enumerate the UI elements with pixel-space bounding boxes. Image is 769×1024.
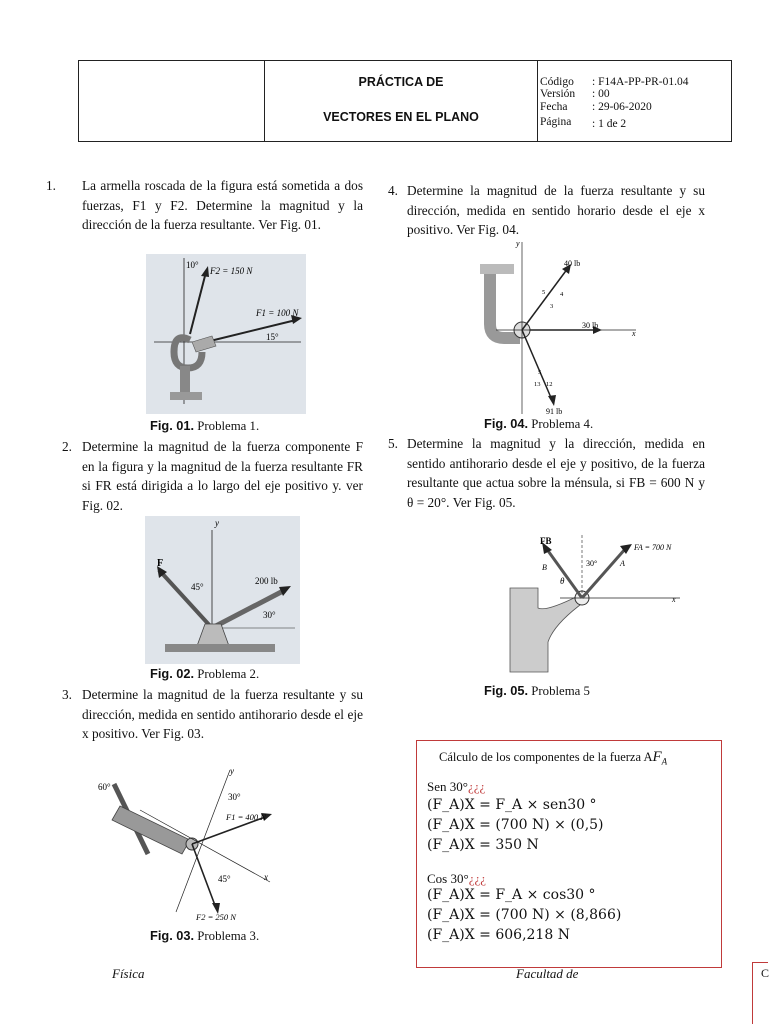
fig03-f1-label: F1 = 400 N <box>226 812 266 822</box>
fig02-angle-left: 45° <box>191 582 204 592</box>
problem-1-number: 1. <box>46 178 56 193</box>
problem-4-number: 4. <box>388 183 398 198</box>
problem-5-text: Determine la magnitud y la dirección, medida en sentido antihorario desde el eje y positivo, de la fuerza resultante que actua sobre la ménsula, si FB = 600 N y θ = 20°. Ver Fig. 05. <box>407 436 705 510</box>
meta-value: : 00 <box>592 88 610 100</box>
meta-value: : F14A-PP-PR-01.04 <box>592 76 689 88</box>
calc-cos-eq2: (F_A)X = (700 N) × (8,866) <box>427 907 622 923</box>
fig01-angle-right: 15° <box>266 332 279 342</box>
caption-fig02-text: Problema 2. <box>197 667 260 681</box>
calc-sen-label: Sen 30° <box>427 779 468 794</box>
meta-row-fecha <box>540 101 730 114</box>
problem-5-number: 5. <box>388 436 398 451</box>
fig05-a-label: A <box>620 559 625 568</box>
fig03-y-label: y <box>230 766 234 776</box>
calc-title-text: Cálculo de los componentes de la fuerza A <box>439 750 653 764</box>
fig04-y-label: y <box>516 239 520 248</box>
meta-key: Versión <box>540 88 576 100</box>
meta-key: Página <box>540 116 572 128</box>
footer-right: Facultad de <box>516 966 579 981</box>
document-header <box>78 60 732 142</box>
calc-cos-eq1: (F_A)X = F_A × cos30 ° <box>427 887 596 903</box>
caption-fig04-text: Problema 4. <box>531 417 594 431</box>
problem-3-text: Determine la magnitud de la fuerza resultante y su dirección, medida en sentido antihorario desde el eje x positivo. Ver Fig. 03. <box>82 687 363 741</box>
caption-fig03 <box>150 928 259 944</box>
header-logo-cell <box>79 61 265 141</box>
fig04-tri-top-3: 3 <box>550 303 554 310</box>
fig04-30lb-label: 30 lb <box>582 321 599 330</box>
caption-fig05 <box>484 683 590 699</box>
fig03-f2-label: F2 = 250 N <box>196 912 236 922</box>
caption-fig02 <box>150 666 259 682</box>
calc-cos-heading <box>427 871 486 887</box>
calc-sen-eq3: (F_A)X = 350 N <box>427 837 539 853</box>
problem-2-text: Determine la magnitud de la fuerza componente F en la figura y la magnitud de la fuerza resultante FR si FR está dirigida a lo largo del eje positivo y. ver Fig. 02. <box>82 439 363 513</box>
header-title-line2: VECTORES EN EL PLANO <box>323 110 479 124</box>
calc-cos-marks: ¿¿¿ <box>468 871 486 886</box>
caption-fig01 <box>150 418 259 434</box>
caption-fig01-text: Problema 1. <box>197 419 260 433</box>
meta-row-version <box>540 88 730 101</box>
header-title-line1: PRÁCTICA DE <box>358 75 444 89</box>
fig05-theta-label: θ <box>560 576 565 586</box>
figure-03 <box>80 764 280 924</box>
figure-05 <box>500 528 700 676</box>
fig02-y-label: y <box>215 518 219 528</box>
fig04-tri-top-5: 5 <box>542 289 546 296</box>
calc-title-symbol: F <box>652 749 662 765</box>
fig05-angle-30: 30° <box>586 559 598 568</box>
fig01-f1-label: F1 = 100 N <box>256 308 299 318</box>
problem-2-number: 2. <box>62 439 72 454</box>
fig05-b-label: B <box>542 563 547 572</box>
meta-key: Fecha <box>540 101 568 113</box>
problem-3-number: 3. <box>62 687 72 702</box>
fig01-f2-label: F2 = 150 N <box>210 266 253 276</box>
figure-04 <box>476 238 646 416</box>
problem-4-text: Determine la magnitud de la fuerza resultante y su dirección, medida en sentido horario desde el eje x positivo. Ver Fig. 04. <box>407 183 705 237</box>
meta-value: : 1 de 2 <box>592 118 627 130</box>
header-meta-cell <box>538 61 731 141</box>
fig03-angle-bottom: 45° <box>218 874 231 884</box>
next-box-letter: C <box>761 966 769 980</box>
caption-fig04 <box>484 416 593 432</box>
fig04-tri-bottom-5: 5 <box>538 369 542 376</box>
meta-key: Código <box>540 76 574 88</box>
caption-fig01-bold: Fig. 01. <box>150 418 195 433</box>
header-title-cell <box>265 61 538 141</box>
calc-title <box>439 749 667 767</box>
caption-fig02-bold: Fig. 02. <box>150 666 195 681</box>
fig05-fa-label: FA = 700 N <box>634 543 672 552</box>
fig02-force-label: 200 lb <box>255 576 278 586</box>
calc-sen-eq1: (F_A)X = F_A × sen30 ° <box>427 797 597 813</box>
caption-fig03-bold: Fig. 03. <box>150 928 195 943</box>
fig05-x-label: x <box>672 595 676 604</box>
fig02-f-label: F <box>157 558 164 569</box>
figure-01 <box>146 254 306 414</box>
fig04-x-label: x <box>632 329 636 338</box>
caption-fig03-text: Problema 3. <box>197 929 260 943</box>
calc-title-subscript: A <box>661 756 668 767</box>
calculation-box <box>416 740 722 968</box>
fig03-angle-wall: 60° <box>98 782 111 792</box>
fig05-fb-label: FB <box>540 536 552 546</box>
calc-cos-eq3: (F_A)X = 606,218 N <box>427 927 570 943</box>
fig03-angle-top: 30° <box>228 792 241 802</box>
fig04-91lb-label: 91 lb <box>546 407 563 416</box>
fig04-tri-bottom-12: 12 <box>546 381 553 388</box>
meta-value: : 29-06-2020 <box>592 101 652 113</box>
calc-cos-label: Cos 30° <box>427 871 469 886</box>
meta-row-pagina <box>540 116 730 129</box>
fig04-40lb-label: 40 lb <box>564 259 581 268</box>
fig04-tri-top-4: 4 <box>560 291 564 298</box>
fig04-tri-bottom-13: 13 <box>534 381 541 388</box>
footer-left: Física <box>112 966 145 981</box>
next-box-edge <box>752 962 768 1024</box>
fig03-x-label: x <box>264 872 268 882</box>
caption-fig05-text: Problema 5 <box>531 684 590 698</box>
fig01-angle-top: 10° <box>186 260 199 270</box>
calc-sen-eq2: (F_A)X = (700 N) × (0,5) <box>427 817 604 833</box>
calc-sen-marks: ¿¿¿ <box>467 779 486 794</box>
fig02-angle-right: 30° <box>263 610 276 620</box>
calc-sen-heading <box>427 779 485 795</box>
figure-02 <box>145 516 300 664</box>
caption-fig05-bold: Fig. 05. <box>484 683 529 698</box>
problem-1-text: La armella roscada de la figura está sometida a dos fuerzas, F1 y F2. Determine la magnitud y la dirección de la fuerza resultante. Ver Fig. 01. <box>82 178 363 232</box>
caption-fig04-bold: Fig. 04. <box>484 416 529 431</box>
